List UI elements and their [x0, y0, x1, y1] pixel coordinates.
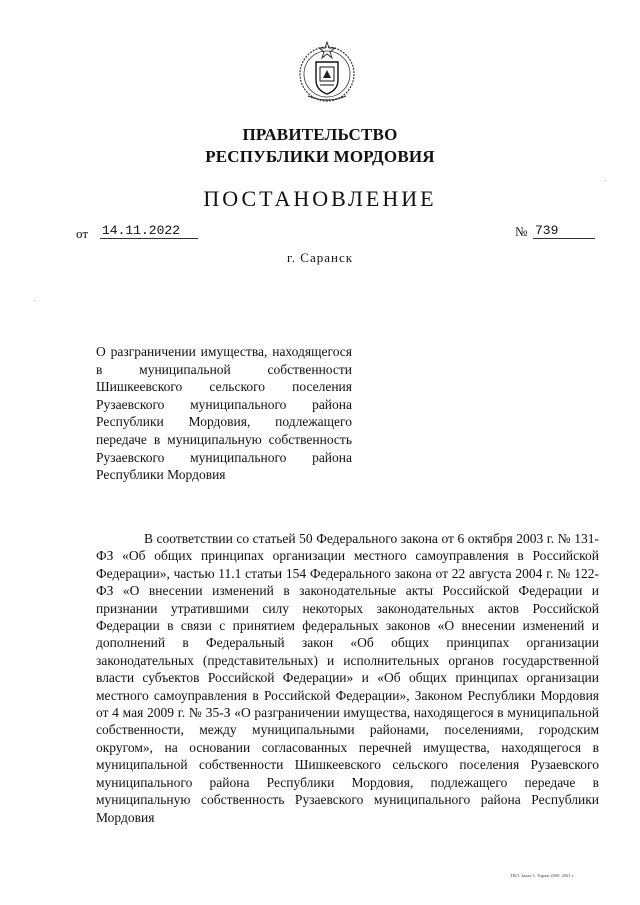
document-type-title: ПОСТАНОВЛЕНИЕ	[203, 186, 437, 211]
organization-line-1: ПРАВИТЕЛЬСТВО	[242, 125, 398, 144]
date-value: 14.11.2022	[100, 223, 198, 239]
body-paragraph: В соответствии со статьей 50 Федерального закона от 6 октября 2003 г. № 131-ФЗ «Об общих принципах организации местного самоуправления в Российской Федерации», частью 11.1 статьи 154 Федерального закона от 22 августа 2004 г. № 122-ФЗ «О внесении изменений в законодательные акты Российской Федерации и признании утратившими силу некоторых законодательных актов Российской Федерации в связи с принятием федеральных законов «О внесении изменений и дополнений в Федеральный закон «Об общих принципах организации законодательных (представительных) и исполнительных органов государственной власти субъектов Российской Федерации» и «Об общих принципах организации местного самоуправления в Российской Федерации», Законом Республики Мордовия от 4 мая 2009 г. № 35-З «О разграничении имущества, находящегося в муниципальной собственности, между муниципальными районами, поселениями, городским округом», на основании согласованных перечней имущества, находящегося в муниципальной собственности Шишкеевского сельского поселения Рузаевского муниципального района Республики Мордовия, подлежащего передаче в муниципальную собственность Рузаевского муниципального района Республики Мордовия	[96, 531, 599, 825]
date-field	[76, 223, 181, 242]
city: г. Саранск	[286, 250, 354, 265]
coat-of-arms-icon	[296, 40, 358, 106]
organization-line-2: РЕСПУБЛИКИ МОРДОВИЯ	[205, 147, 435, 166]
number-value: 739	[533, 223, 595, 239]
number-field	[515, 223, 559, 240]
scan-artifact	[605, 180, 606, 181]
date-prefix: от	[76, 226, 89, 241]
scan-artifact	[34, 300, 35, 301]
print-stamp: ТКО. Заказ 3. Тираж 2000. 2021 г.	[510, 873, 575, 878]
number-prefix: №	[515, 224, 528, 239]
document-subject: О разграничении имущества, находящегося в муниципальной собственности Шишкеевского сельского поселения Рузаевского муниципального района Республики Мордовия, подлежащего передаче в муниципальную собственность Рузаевского муниципального района Республики Мордовия	[96, 344, 352, 483]
